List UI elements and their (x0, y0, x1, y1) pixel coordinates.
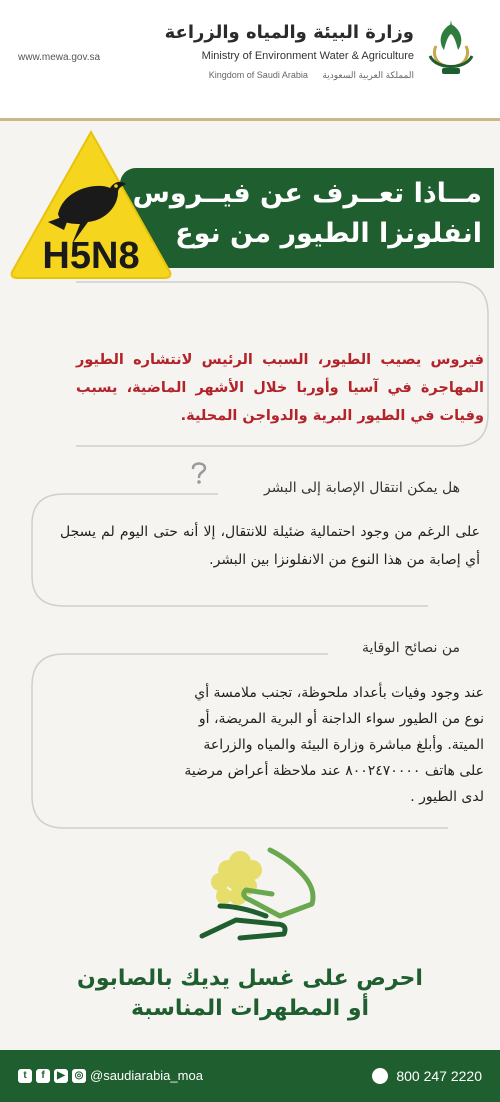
warning-sign-icon (6, 126, 176, 282)
h5n8-badge: H5N8 (42, 235, 140, 277)
handwash-line1: احرص على غسل يديك بالصابون (77, 966, 423, 991)
prevention-line5: لدى الطيور . (410, 789, 484, 805)
question-mark-icon (188, 460, 210, 486)
phone-icon (372, 1068, 388, 1084)
handwash-line2: أو المطهرات المناسبة (130, 996, 370, 1021)
instagram-icon[interactable]: ◎ (72, 1069, 86, 1083)
prevention-line4: على هاتف ٨٠٠٢٤٧٠٠٠٠ عند ملاحظة أعراض مرضية (184, 763, 484, 779)
transmission-heading: هل يمكن انتقال الإصابة إلى البشر (264, 480, 460, 496)
youtube-icon[interactable]: ▶ (54, 1069, 68, 1083)
prevention-text (60, 680, 484, 810)
handwash-icon (180, 846, 330, 946)
transmission-text: على الرغم من وجود احتمالية ضئيلة للانتقال، إلا أنه حتى اليوم لم يسجل أي إصابة من هذا النوع من الانفلونزا بين البشر. (60, 524, 480, 568)
banner-title-line2: انفلونزا الطيور من نوع (175, 218, 482, 249)
social-handle[interactable]: @saudiarabia_moa (90, 1068, 203, 1083)
site-url[interactable]: www.mewa.gov.sa (18, 52, 101, 63)
prevention-line3: الميتة. وأبلغ مباشرة وزارة البيئة والمياه والزراعة (203, 737, 484, 753)
ministry-logo-icon (422, 16, 480, 82)
kingdom-ar: المملكة العربية السعودية (322, 70, 414, 80)
prevention-line2: نوع من الطيور سواء الداجنة أو البرية المريضة، أو (198, 711, 484, 727)
header-divider (0, 118, 500, 121)
kingdom-en: Kingdom of Saudi Arabia (208, 70, 308, 80)
ministry-name-ar: وزارة البيئة والمياه والزراعة (164, 22, 414, 43)
hotline (372, 1068, 482, 1084)
hotline-number[interactable]: 800 247 2220 (396, 1068, 482, 1084)
banner-title-line1: مــاذا تعــرف عن فيــروس (132, 178, 482, 209)
kingdom-line (197, 70, 414, 81)
intro-text: فيروس يصيب الطيور، السبب الرئيس لانتشاره الطيور المهاجرة في آسيا وأوربا خلال الأشهر الماضية، يسبب وفيات في الطيور البرية والدواجن المحلية. (76, 352, 484, 424)
prevention-line1: عند وجود وفيات بأعداد ملحوظة، تجنب ملامسة أي (194, 685, 484, 701)
ministry-name-en: Ministry of Environment Water & Agriculture (201, 50, 414, 62)
prevention-heading: من نصائح الوقاية (361, 640, 460, 656)
social-links (18, 1068, 203, 1083)
twitter-icon[interactable]: t (18, 1069, 32, 1083)
facebook-icon[interactable]: f (36, 1069, 50, 1083)
